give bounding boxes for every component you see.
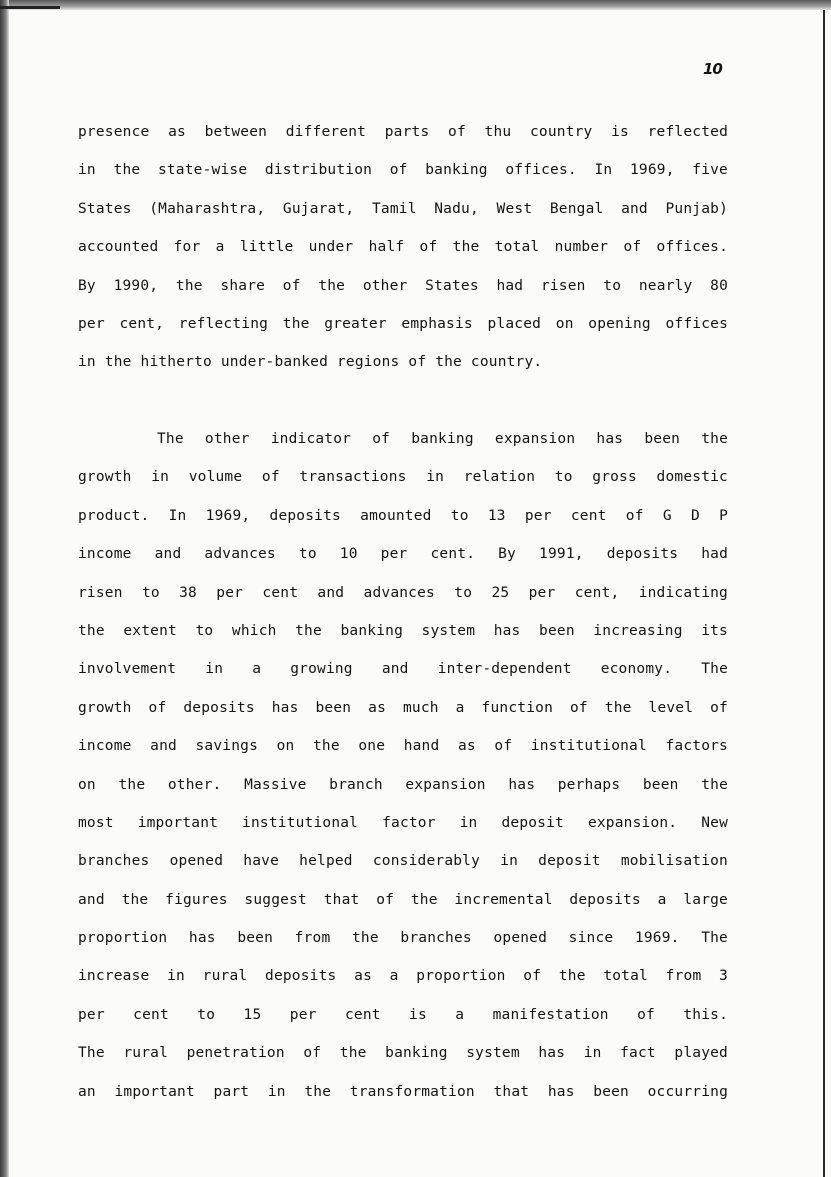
text-line: in the state-wise distribution of banking offices. In 1969, five [78,162,728,179]
text-line: proportion has been from the branches opened since 1969. The [78,930,728,947]
text-line: growth in volume of transactions in relation to gross domestic [78,469,728,486]
text-line: The rural penetration of the banking system has in fact played [78,1045,728,1062]
text-line: on the other. Massive branch expansion has perhaps been the [78,776,728,793]
scan-corner-curl [0,6,60,23]
text-line: risen to 38 per cent and advances to 25 per cent, indicating [78,584,728,601]
text-line: States (Maharashtra, Gujarat, Tamil Nadu, West Bengal and Punjab) [78,200,728,217]
text-line: presence as between different parts of thu country is reflected [78,124,728,140]
text-line: increase in rural deposits as a proportion of the total from 3 [78,968,728,985]
text-line: involvement in a growing and inter-dependent economy. The [78,661,728,678]
text-line: most important institutional factor in deposit expansion. New [78,814,728,831]
scan-edge-left [0,0,9,1177]
paragraph-1 [78,122,728,391]
text-line: product. In 1969, deposits amounted to 13 per cent of G D P [78,507,728,524]
text-line: branches opened have helped considerably in deposit mobilisation [78,853,728,870]
text-line: an important part in the transformation that has been occurring [78,1083,728,1100]
scan-edge-top [0,0,831,10]
text-line: and the figures suggest that of the incremental deposits a large [78,891,728,908]
text-line: the extent to which the banking system has been increasing its [78,622,728,639]
text-line: per cent to 15 per cent is a manifestation of this. [78,1006,728,1023]
paragraph-2 [78,429,728,1120]
page-number: 10 [703,60,722,78]
text-line: income and advances to 10 per cent. By 1991, deposits had [78,546,728,563]
text-line: per cent, reflecting the greater emphasis placed on opening offices [78,315,728,332]
scan-edge-right [823,10,825,1177]
text-line: The other indicator of banking expansion has been the [157,431,728,447]
text-line: By 1990, the share of the other States had risen to nearly 80 [78,277,728,294]
text-line: in the hitherto under-banked regions of the country. [78,354,543,371]
text-line: growth of deposits has been as much a function of the level of [78,699,728,716]
text-line: accounted for a little under half of the total number of offices. [78,239,728,256]
text-line: income and savings on the one hand as of institutional factors [78,738,728,755]
